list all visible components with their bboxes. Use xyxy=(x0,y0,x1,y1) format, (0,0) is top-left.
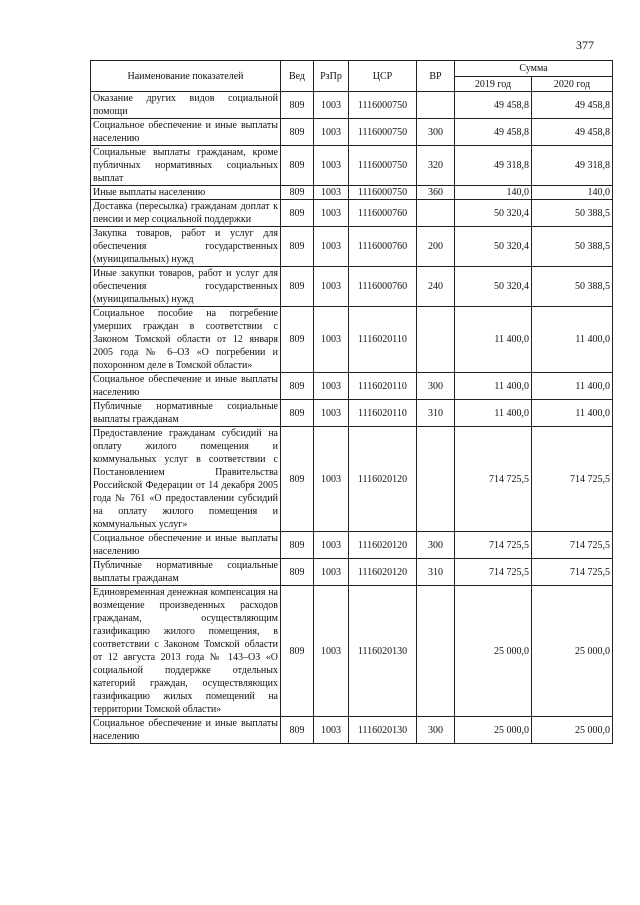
table-row xyxy=(91,717,613,744)
row-csr-cell: 1116020130 xyxy=(349,717,417,744)
row-name-cell: Публичные нормативные социальные выплаты гражданам xyxy=(91,559,281,586)
row-ved-cell: 809 xyxy=(281,307,314,373)
row-vr-cell: 300 xyxy=(417,717,455,744)
header-year-2020: 2020 год xyxy=(532,77,613,92)
table-row xyxy=(91,586,613,717)
row-sum-2020-cell: 50 388,5 xyxy=(532,227,613,267)
row-rzpr-cell: 1003 xyxy=(314,119,349,146)
row-sum-2020-cell: 50 388,5 xyxy=(532,200,613,227)
budget-table xyxy=(90,60,613,744)
row-sum-2020-cell: 49 318,8 xyxy=(532,146,613,186)
row-vr-cell: 300 xyxy=(417,373,455,400)
row-name-cell: Иные выплаты населению xyxy=(91,186,281,200)
row-ved-cell: 809 xyxy=(281,717,314,744)
table-row xyxy=(91,307,613,373)
row-sum-2019-cell: 714 725,5 xyxy=(455,559,532,586)
row-sum-2020-cell: 50 388,5 xyxy=(532,267,613,307)
row-name-cell: Социальное обеспечение и иные выплаты населению xyxy=(91,717,281,744)
row-sum-2020-cell: 11 400,0 xyxy=(532,373,613,400)
row-csr-cell: 1116020120 xyxy=(349,427,417,532)
row-vr-cell xyxy=(417,200,455,227)
row-csr-cell: 1116020110 xyxy=(349,307,417,373)
row-csr-cell: 1116020110 xyxy=(349,400,417,427)
header-ved: Вед xyxy=(281,61,314,92)
row-ved-cell: 809 xyxy=(281,559,314,586)
row-sum-2020-cell: 714 725,5 xyxy=(532,559,613,586)
row-name-cell: Публичные нормативные социальные выплаты гражданам xyxy=(91,400,281,427)
row-ved-cell: 809 xyxy=(281,586,314,717)
row-vr-cell: 320 xyxy=(417,146,455,186)
row-name-cell: Предоставление гражданам субсидий на оплату жилого помещения и коммунальных услуг в соответствии с Постановлением Правительства Российской Федерации от 14 декабря 2005 года № 761 «О предоставлении субсидий на оплату жилого помещения и коммунальных услуг» xyxy=(91,427,281,532)
table-row xyxy=(91,267,613,307)
row-sum-2019-cell: 714 725,5 xyxy=(455,427,532,532)
row-csr-cell: 1116000760 xyxy=(349,200,417,227)
row-name-cell: Социальные выплаты гражданам, кроме публичных нормативных социальных выплат xyxy=(91,146,281,186)
row-rzpr-cell: 1003 xyxy=(314,186,349,200)
page-number: 377 xyxy=(576,38,594,52)
row-sum-2020-cell: 49 458,8 xyxy=(532,92,613,119)
row-vr-cell: 240 xyxy=(417,267,455,307)
row-name-cell: Социальное обеспечение и иные выплаты населению xyxy=(91,532,281,559)
table-header xyxy=(91,61,613,92)
row-sum-2020-cell: 25 000,0 xyxy=(532,586,613,717)
table-row xyxy=(91,146,613,186)
row-name-cell: Социальное пособие на погребение умерших граждан в соответствии с Законом Томской области от 12 января 2005 года № 6–ОЗ «О погребении и похоронном деле в Томской области» xyxy=(91,307,281,373)
row-name-cell: Доставка (пересылка) гражданам доплат к пенсии и мер социальной поддержки xyxy=(91,200,281,227)
header-sum: Сумма xyxy=(455,61,613,77)
row-sum-2019-cell: 25 000,0 xyxy=(455,717,532,744)
header-vr: ВР xyxy=(417,61,455,92)
row-ved-cell: 809 xyxy=(281,146,314,186)
row-ved-cell: 809 xyxy=(281,186,314,200)
table-row xyxy=(91,92,613,119)
row-sum-2019-cell: 11 400,0 xyxy=(455,400,532,427)
row-name-cell: Единовременная денежная компенсация на возмещение произведенных расходов гражданам, осуществляющим газификацию жилого помещения, в соответствии с Законом Томской области от 12 августа 2013 года № 143–ОЗ «О социальной поддержке отдельных категорий граждан, осуществляющих газификацию жилых помещений на территории Томской области» xyxy=(91,586,281,717)
row-rzpr-cell: 1003 xyxy=(314,200,349,227)
row-vr-cell xyxy=(417,586,455,717)
row-name-cell: Иные закупки товаров, работ и услуг для обеспечения государственных (муниципальных) нужд xyxy=(91,267,281,307)
row-rzpr-cell: 1003 xyxy=(314,427,349,532)
row-sum-2019-cell: 25 000,0 xyxy=(455,586,532,717)
row-sum-2019-cell: 50 320,4 xyxy=(455,267,532,307)
row-vr-cell: 200 xyxy=(417,227,455,267)
table-row xyxy=(91,119,613,146)
header-year-2019: 2019 год xyxy=(455,77,532,92)
row-vr-cell: 310 xyxy=(417,559,455,586)
row-csr-cell: 1116020130 xyxy=(349,586,417,717)
row-sum-2020-cell: 11 400,0 xyxy=(532,307,613,373)
table-row xyxy=(91,200,613,227)
row-rzpr-cell: 1003 xyxy=(314,717,349,744)
row-csr-cell: 1116000760 xyxy=(349,267,417,307)
row-csr-cell: 1116020120 xyxy=(349,532,417,559)
table-row xyxy=(91,532,613,559)
row-vr-cell xyxy=(417,92,455,119)
row-rzpr-cell: 1003 xyxy=(314,307,349,373)
row-name-cell: Оказание других видов социальной помощи xyxy=(91,92,281,119)
row-vr-cell: 300 xyxy=(417,119,455,146)
row-csr-cell: 1116020110 xyxy=(349,373,417,400)
row-rzpr-cell: 1003 xyxy=(314,227,349,267)
row-sum-2019-cell: 49 318,8 xyxy=(455,146,532,186)
row-rzpr-cell: 1003 xyxy=(314,532,349,559)
table-row xyxy=(91,373,613,400)
table-body xyxy=(91,92,613,744)
row-sum-2019-cell: 50 320,4 xyxy=(455,200,532,227)
row-ved-cell: 809 xyxy=(281,400,314,427)
row-vr-cell: 310 xyxy=(417,400,455,427)
row-name-cell: Закупка товаров, работ и услуг для обеспечения государственных (муниципальных) нужд xyxy=(91,227,281,267)
row-ved-cell: 809 xyxy=(281,119,314,146)
row-sum-2020-cell: 11 400,0 xyxy=(532,400,613,427)
row-csr-cell: 1116020120 xyxy=(349,559,417,586)
row-sum-2019-cell: 49 458,8 xyxy=(455,92,532,119)
table-row xyxy=(91,400,613,427)
row-rzpr-cell: 1003 xyxy=(314,400,349,427)
row-rzpr-cell: 1003 xyxy=(314,92,349,119)
row-ved-cell: 809 xyxy=(281,227,314,267)
row-csr-cell: 1116000750 xyxy=(349,119,417,146)
row-ved-cell: 809 xyxy=(281,427,314,532)
row-vr-cell: 360 xyxy=(417,186,455,200)
row-sum-2019-cell: 50 320,4 xyxy=(455,227,532,267)
row-ved-cell: 809 xyxy=(281,92,314,119)
row-rzpr-cell: 1003 xyxy=(314,586,349,717)
row-sum-2019-cell: 11 400,0 xyxy=(455,307,532,373)
header-csr: ЦСР xyxy=(349,61,417,92)
row-vr-cell xyxy=(417,427,455,532)
row-sum-2020-cell: 714 725,5 xyxy=(532,427,613,532)
row-name-cell: Социальное обеспечение и иные выплаты населению xyxy=(91,119,281,146)
row-rzpr-cell: 1003 xyxy=(314,373,349,400)
header-rzpr: РзПр xyxy=(314,61,349,92)
row-sum-2020-cell: 140,0 xyxy=(532,186,613,200)
row-name-cell: Социальное обеспечение и иные выплаты населению xyxy=(91,373,281,400)
row-csr-cell: 1116000750 xyxy=(349,146,417,186)
row-csr-cell: 1116000750 xyxy=(349,186,417,200)
row-sum-2019-cell: 714 725,5 xyxy=(455,532,532,559)
row-ved-cell: 809 xyxy=(281,200,314,227)
row-sum-2019-cell: 140,0 xyxy=(455,186,532,200)
row-csr-cell: 1116000750 xyxy=(349,92,417,119)
table-row xyxy=(91,227,613,267)
header-name: Наименование показателей xyxy=(91,61,281,92)
row-sum-2019-cell: 49 458,8 xyxy=(455,119,532,146)
row-rzpr-cell: 1003 xyxy=(314,146,349,186)
row-ved-cell: 809 xyxy=(281,532,314,559)
table-row xyxy=(91,427,613,532)
row-sum-2020-cell: 49 458,8 xyxy=(532,119,613,146)
row-sum-2020-cell: 714 725,5 xyxy=(532,532,613,559)
row-vr-cell: 300 xyxy=(417,532,455,559)
row-rzpr-cell: 1003 xyxy=(314,559,349,586)
row-ved-cell: 809 xyxy=(281,267,314,307)
table-row xyxy=(91,186,613,200)
row-sum-2020-cell: 25 000,0 xyxy=(532,717,613,744)
row-sum-2019-cell: 11 400,0 xyxy=(455,373,532,400)
table-row xyxy=(91,559,613,586)
row-rzpr-cell: 1003 xyxy=(314,267,349,307)
row-csr-cell: 1116000760 xyxy=(349,227,417,267)
row-vr-cell xyxy=(417,307,455,373)
row-ved-cell: 809 xyxy=(281,373,314,400)
